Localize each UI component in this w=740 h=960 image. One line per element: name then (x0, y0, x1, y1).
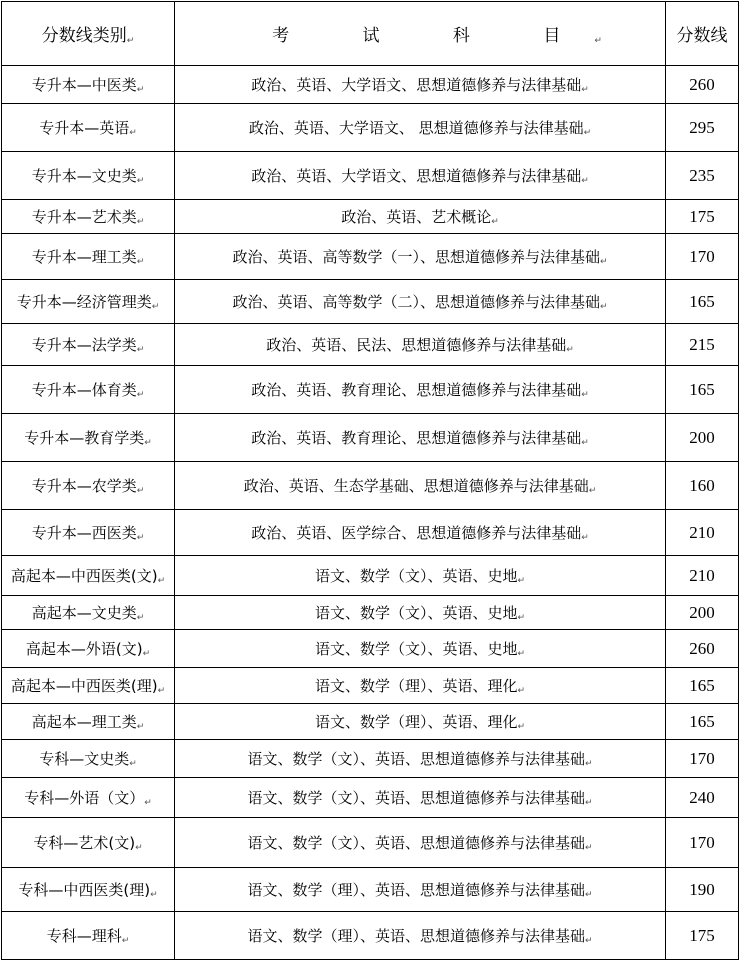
subjects-text: 语文、数学（文）、英语、思想道德修养与法律基础 (247, 750, 585, 768)
paragraph-mark-icon: ↵ (142, 649, 151, 659)
paragraph-mark-icon: ↵ (517, 576, 526, 586)
paragraph-mark-icon: ↵ (581, 533, 589, 543)
paragraph-mark-icon: ↵ (581, 390, 589, 400)
score-text: 235 (689, 165, 715, 185)
paragraph-mark-icon: ↵ (144, 438, 152, 448)
subjects-cell (175, 630, 666, 668)
paragraph-mark-icon: ↵ (135, 843, 143, 853)
score-text: 215 (689, 334, 715, 354)
table-row (2, 912, 739, 960)
score-cell (666, 596, 739, 630)
header-category (2, 2, 175, 66)
subjects-cell (175, 556, 666, 596)
score-text: 165 (689, 675, 715, 695)
subjects-cell (175, 740, 666, 778)
paragraph-mark-icon: ↵ (136, 217, 145, 227)
subjects-text: 语文、数学（理）、英语、理化 (314, 677, 518, 695)
category-cell (2, 200, 175, 234)
paragraph-mark-icon: ↵ (129, 128, 137, 138)
paragraph-mark-icon: ↵ (136, 390, 145, 400)
score-cell (666, 668, 739, 704)
header-score (666, 2, 739, 66)
score-cell (666, 556, 739, 596)
paragraph-mark-icon: ↵ (136, 176, 145, 186)
paragraph-mark-icon: ↵ (136, 722, 145, 732)
subjects-text: 语文、数学（文）、英语、史地 (314, 604, 518, 622)
score-text: 240 (689, 787, 715, 807)
paragraph-mark-icon: ↵ (136, 257, 145, 267)
score-cell (666, 104, 739, 152)
subjects-cell (175, 280, 666, 324)
table-header-row (2, 2, 739, 66)
paragraph-mark-icon: ↵ (150, 890, 158, 900)
subjects-cell (175, 668, 666, 704)
category-text: 高起本—文史类 (31, 604, 137, 622)
score-cell (666, 912, 739, 960)
category-text: 专升本—英语 (39, 119, 130, 137)
subjects-text: 语文、数学（理）、英语、理化 (314, 713, 518, 731)
category-text: 专科—艺术(文) (33, 834, 136, 852)
score-cell (666, 366, 739, 414)
score-cell (666, 414, 739, 462)
table-row (2, 510, 739, 556)
category-cell (2, 462, 175, 510)
table-row (2, 414, 739, 462)
subjects-text: 政治、英语、大学语文、思想道德修养与法律基础 (251, 167, 582, 185)
paragraph-mark-icon: ↵ (129, 759, 137, 769)
subjects-text: 政治、英语、教育理论、思想道德修养与法律基础 (251, 429, 582, 447)
paragraph-mark-icon: ↵ (517, 613, 526, 623)
table-row (2, 818, 739, 868)
subjects-text: 政治、英语、高等数学（一）、思想道德修养与法律基础 (232, 248, 600, 266)
score-line-table (1, 1, 739, 960)
category-text: 专升本—经济管理类 (16, 293, 152, 311)
category-cell (2, 868, 175, 912)
category-cell (2, 510, 175, 556)
category-text: 专升本—理工类 (31, 248, 137, 266)
category-cell (2, 66, 175, 104)
paragraph-mark-icon: ↵ (136, 533, 145, 543)
subjects-cell (175, 366, 666, 414)
subjects-cell (175, 200, 666, 234)
score-cell (666, 510, 739, 556)
category-cell (2, 740, 175, 778)
table-row (2, 556, 739, 596)
subjects-cell (175, 104, 666, 152)
paragraph-mark-icon: ↵ (126, 36, 135, 46)
paragraph-mark-icon: ↵ (136, 345, 145, 355)
score-text: 260 (689, 638, 715, 658)
category-text: 专科—外语（文） (24, 789, 145, 807)
subjects-text: 政治、英语、大学语文、 思想道德修养与法律基础 (248, 119, 584, 137)
header-score-text: 分数线 (676, 26, 728, 46)
paragraph-mark-icon: ↵ (517, 649, 526, 659)
score-text: 160 (689, 475, 715, 495)
score-text: 170 (689, 246, 715, 266)
score-cell (666, 868, 739, 912)
paragraph-mark-icon: ↵ (599, 302, 608, 312)
score-text: 260 (689, 74, 715, 94)
paragraph-mark-icon: ↵ (581, 438, 589, 448)
subjects-text: 政治、英语、教育理论、思想道德修养与法律基础 (251, 381, 582, 399)
table-row (2, 596, 739, 630)
subjects-cell (175, 510, 666, 556)
category-text: 专科—文史类 (39, 750, 130, 768)
table-row (2, 66, 739, 104)
subjects-text: 政治、英语、民法、思想道德修养与法律基础 (266, 336, 567, 354)
category-cell (2, 414, 175, 462)
subjects-text: 语文、数学（理）、英语、思想道德修养与法律基础 (247, 927, 585, 945)
paragraph-mark-icon: ↵ (136, 486, 145, 496)
score-text: 190 (689, 879, 715, 899)
paragraph-mark-icon: ↵ (599, 257, 608, 267)
paragraph-mark-icon: ↵ (136, 613, 145, 623)
score-cell (666, 152, 739, 200)
paragraph-mark-icon: ↵ (491, 217, 499, 227)
category-cell (2, 234, 175, 280)
paragraph-mark-icon: ↵ (584, 890, 593, 900)
score-text: 170 (689, 748, 715, 768)
category-cell (2, 556, 175, 596)
score-cell (666, 462, 739, 510)
paragraph-mark-icon: ↵ (583, 128, 592, 138)
table-row (2, 104, 739, 152)
category-cell (2, 818, 175, 868)
category-cell (2, 704, 175, 740)
paragraph-mark-icon: ↵ (121, 936, 130, 946)
paragraph-mark-icon: ↵ (151, 302, 160, 312)
subjects-text: 政治、英语、高等数学（二）、思想道德修养与法律基础 (232, 293, 600, 311)
subjects-cell (175, 234, 666, 280)
subjects-text: 政治、英语、大学语文、思想道德修养与法律基础 (251, 76, 582, 94)
score-cell (666, 234, 739, 280)
subjects-text: 语文、数学（文）、英语、思想道德修养与法律基础 (247, 789, 585, 807)
score-text: 165 (689, 291, 715, 311)
subjects-cell (175, 778, 666, 818)
score-cell (666, 200, 739, 234)
subjects-text: 政治、英语、医学综合、思想道德修养与法律基础 (251, 524, 582, 542)
category-text: 专科—中西医类(理) (18, 881, 151, 899)
category-cell (2, 152, 175, 200)
subjects-text: 语文、数学（文）、英语、思想道德修养与法律基础 (247, 834, 585, 852)
score-cell (666, 740, 739, 778)
paragraph-mark-icon: ↵ (584, 936, 593, 946)
subjects-text: 语文、数学（文）、英语、史地 (314, 640, 518, 658)
paragraph-mark-icon: ↵ (517, 722, 526, 732)
category-text: 专升本—中医类 (31, 76, 137, 94)
table-row (2, 868, 739, 912)
category-text: 专升本—西医类 (31, 524, 137, 542)
score-text: 200 (689, 427, 715, 447)
category-text: 专升本—农学类 (31, 477, 137, 495)
category-cell (2, 280, 175, 324)
table-row (2, 778, 739, 818)
paragraph-mark-icon: ↵ (584, 843, 593, 853)
score-text: 200 (689, 602, 715, 622)
table-row (2, 152, 739, 200)
category-cell (2, 366, 175, 414)
score-cell (666, 818, 739, 868)
paragraph-mark-icon: ↵ (581, 85, 589, 95)
paragraph-mark-icon: ↵ (584, 798, 593, 808)
table-row (2, 630, 739, 668)
paragraph-mark-icon: ↵ (517, 686, 526, 696)
score-cell (666, 778, 739, 818)
score-cell (666, 324, 739, 366)
score-text: 170 (689, 832, 715, 852)
subjects-text: 政治、英语、艺术概论 (341, 208, 492, 226)
header-subjects-text: 考 试 科 目 (272, 26, 595, 46)
table-row (2, 668, 739, 704)
score-text: 175 (689, 206, 715, 226)
score-cell (666, 280, 739, 324)
subjects-cell (175, 324, 666, 366)
category-text: 专升本—法学类 (31, 336, 137, 354)
score-cell (666, 66, 739, 104)
subjects-cell (175, 868, 666, 912)
category-cell (2, 324, 175, 366)
subjects-cell (175, 818, 666, 868)
subjects-cell (175, 152, 666, 200)
table-row (2, 462, 739, 510)
category-text: 专科—理科 (46, 927, 122, 945)
table-row (2, 234, 739, 280)
header-category-text: 分数线类别 (41, 26, 127, 46)
subjects-cell (175, 912, 666, 960)
score-text: 165 (689, 711, 715, 731)
score-text: 175 (689, 925, 715, 945)
paragraph-mark-icon: ↵ (157, 686, 166, 696)
paragraph-mark-icon: ↵ (594, 36, 602, 46)
subjects-text: 政治、英语、生态学基础、思想道德修养与法律基础 (243, 477, 589, 495)
subjects-cell (175, 462, 666, 510)
subjects-cell (175, 66, 666, 104)
subjects-cell (175, 596, 666, 630)
table-row (2, 200, 739, 234)
header-subjects (175, 2, 666, 66)
category-text: 专升本—教育学类 (24, 429, 145, 447)
score-text: 210 (689, 522, 715, 542)
paragraph-mark-icon: ↵ (566, 345, 574, 355)
table-row (2, 740, 739, 778)
category-text: 高起本—中西医类(理) (10, 677, 158, 695)
category-text: 高起本—外语(文) (25, 640, 143, 658)
table-row (2, 280, 739, 324)
category-cell (2, 104, 175, 152)
category-text: 专升本—体育类 (31, 381, 137, 399)
score-text: 165 (689, 379, 715, 399)
category-cell (2, 912, 175, 960)
score-cell (666, 704, 739, 740)
score-cell (666, 630, 739, 668)
category-text: 高起本—中西医类(文) (10, 567, 158, 585)
table-row (2, 324, 739, 366)
subjects-text: 语文、数学（理）、英语、思想道德修养与法律基础 (247, 881, 585, 899)
paragraph-mark-icon: ↵ (581, 176, 589, 186)
table-row (2, 704, 739, 740)
category-cell (2, 778, 175, 818)
paragraph-mark-icon: ↵ (588, 486, 597, 496)
paragraph-mark-icon: ↵ (157, 576, 166, 586)
score-text: 210 (689, 565, 715, 585)
paragraph-mark-icon: ↵ (144, 798, 152, 808)
category-text: 专升本—文史类 (31, 167, 137, 185)
category-cell (2, 630, 175, 668)
score-text: 295 (689, 117, 715, 137)
category-cell (2, 668, 175, 704)
table-row (2, 366, 739, 414)
category-cell (2, 596, 175, 630)
category-text: 高起本—理工类 (31, 713, 137, 731)
paragraph-mark-icon: ↵ (136, 85, 145, 95)
subjects-text: 语文、数学（文）、英语、史地 (314, 567, 518, 585)
category-text: 专升本—艺术类 (31, 208, 137, 226)
subjects-cell (175, 704, 666, 740)
subjects-cell (175, 414, 666, 462)
paragraph-mark-icon: ↵ (584, 759, 593, 769)
